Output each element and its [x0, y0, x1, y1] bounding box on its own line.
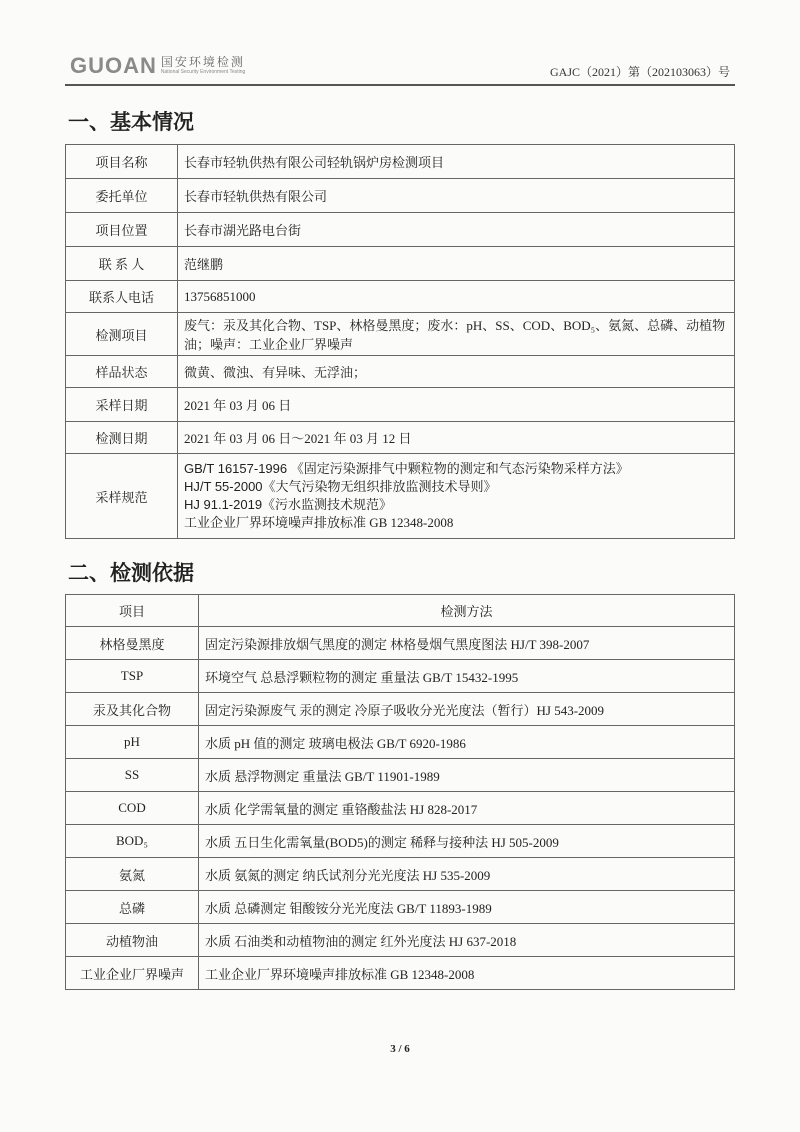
row-method: 水质 化学需氧量的测定 重铬酸盐法 HJ 828-2017	[199, 792, 735, 825]
row-method: 水质 氨氮的测定 纳氏试剂分光光度法 HJ 535-2009	[199, 858, 735, 891]
row-label: 检测日期	[66, 422, 178, 454]
row-label: 采样日期	[66, 388, 178, 422]
row-value: 范继鹏	[178, 247, 735, 281]
standard-item: GB/T 16157-1996 《固定污染源排气中颗粒物的测定和气态污染物采样方法》	[184, 461, 629, 476]
table-row	[66, 627, 735, 660]
table-row	[66, 179, 735, 213]
standards-list	[178, 454, 735, 539]
row-value: 13756851000	[178, 281, 735, 313]
row-label: 样品状态	[66, 356, 178, 388]
row-item: TSP	[66, 660, 199, 693]
standard-item: HJ 91.1-2019《污水监测技术规范》	[184, 497, 393, 512]
table-header-row	[66, 595, 735, 627]
table-row	[66, 792, 735, 825]
table-row	[66, 281, 735, 313]
row-label: 检测项目	[66, 313, 178, 356]
table-row	[66, 660, 735, 693]
table-row	[66, 145, 735, 179]
row-item: 氨氮	[66, 858, 199, 891]
row-value: 2021 年 03 月 06 日	[178, 388, 735, 422]
row-method: 水质 石油类和动植物油的测定 红外光度法 HJ 637-2018	[199, 924, 735, 957]
row-method: 水质 悬浮物测定 重量法 GB/T 11901-1989	[199, 759, 735, 792]
row-item: SS	[66, 759, 199, 792]
row-item: 工业企业厂界噪声	[66, 957, 199, 990]
document-number: GAJC（2021）第（202103063）号	[549, 65, 730, 79]
table-row	[66, 454, 735, 539]
row-value: 长春市轻轨供热有限公司轻轨锅炉房检测项目	[178, 145, 735, 179]
basic-info-table	[65, 144, 735, 539]
row-value: 2021 年 03 月 06 日～2021 年 03 月 12 日	[178, 422, 735, 454]
table-row	[66, 693, 735, 726]
table-row	[66, 759, 735, 792]
row-item: 动植物油	[66, 924, 199, 957]
company-logo: GUOAN 国安环境检测 National Security Environment Testing	[70, 53, 246, 78]
table-row	[66, 891, 735, 924]
row-value: 微黄、微浊、有异味、无浮油；	[178, 356, 735, 388]
table-row	[66, 825, 735, 858]
header-divider	[65, 84, 735, 86]
header-item: 项目	[66, 595, 199, 627]
standard-item: 工业企业厂界环境噪声排放标准 GB 12348-2008	[184, 515, 454, 530]
row-label: 联 系 人	[66, 247, 178, 281]
row-item: BOD₅	[66, 825, 199, 858]
row-label: 采样规范	[66, 454, 178, 539]
row-item: 林格曼黑度	[66, 627, 199, 660]
row-method: 工业企业厂界环境噪声排放标准 GB 12348-2008	[199, 957, 735, 990]
row-label: 联系人电话	[66, 281, 178, 313]
table-row	[66, 924, 735, 957]
row-label: 项目名称	[66, 145, 178, 179]
row-method: 环境空气 总悬浮颗粒物的测定 重量法 GB/T 15432-1995	[199, 660, 735, 693]
section-title-test-basis: 二、检测依据	[68, 560, 194, 585]
standard-item: HJ/T 55-2000《大气污染物无组织排放监测技术导则》	[184, 479, 497, 494]
table-row	[66, 957, 735, 990]
test-basis-table	[65, 594, 735, 990]
table-row	[66, 422, 735, 454]
page-number: 3 / 6	[390, 1043, 410, 1055]
row-item: 汞及其化合物	[66, 693, 199, 726]
section-title-basic-info: 一、基本情况	[68, 109, 194, 134]
table-row	[66, 858, 735, 891]
row-item: pH	[66, 726, 199, 759]
row-method: 固定污染源废气 汞的测定 冷原子吸收分光光度法（暂行）HJ 543-2009	[199, 693, 735, 726]
row-method: 水质 pH 值的测定 玻璃电极法 GB/T 6920-1986	[199, 726, 735, 759]
table-row	[66, 356, 735, 388]
row-method: 固定污染源排放烟气黑度的测定 林格曼烟气黑度图法 HJ/T 398-2007	[199, 627, 735, 660]
page-header	[70, 55, 730, 81]
row-value: 长春市湖光路电台街	[178, 213, 735, 247]
header-method: 检测方法	[199, 595, 735, 627]
table-row	[66, 313, 735, 356]
row-label: 委托单位	[66, 179, 178, 213]
row-item: COD	[66, 792, 199, 825]
row-value: 废气：汞及其化合物、TSP、林格曼黑度；废水：pH、SS、COD、BOD₅、氨氮、总磷、动植物油；噪声：工业企业厂界噪声	[178, 313, 735, 356]
row-method: 水质 总磷测定 钼酸铵分光光度法 GB/T 11893-1989	[199, 891, 735, 924]
row-value: 长春市轻轨供热有限公司	[178, 179, 735, 213]
table-row	[66, 247, 735, 281]
table-row	[66, 388, 735, 422]
table-row	[66, 726, 735, 759]
row-item: 总磷	[66, 891, 199, 924]
row-method: 水质 五日生化需氧量(BOD5)的测定 稀释与接种法 HJ 505-2009	[199, 825, 735, 858]
row-label: 项目位置	[66, 213, 178, 247]
table-row	[66, 213, 735, 247]
